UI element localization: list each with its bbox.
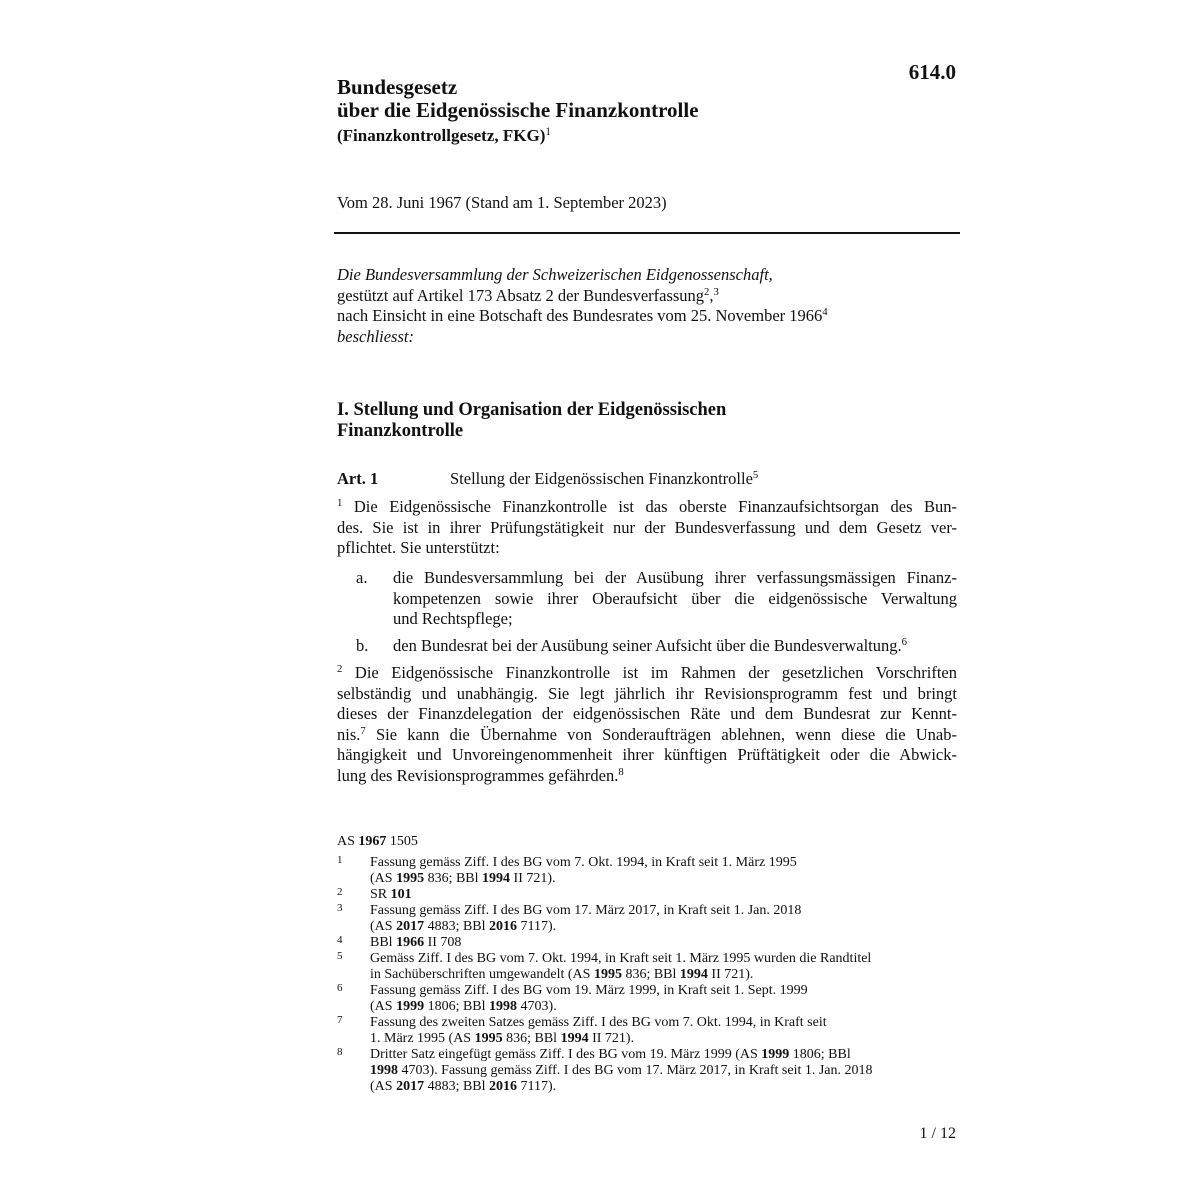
paragraph-line: des. Sie ist in ihrer Prüfungstätigkeit nur der Bundesverfassung und dem Gesetz ver- (337, 517, 957, 537)
footnote-ref[interactable]: 4 (822, 306, 828, 319)
paragraph-line: $^1$ Die Eidgenössische Finanzkontrolle ist das oberste Finanzaufsichtsorgan des Bun- (337, 497, 958, 516)
paragraph-line: pflichtet. Sie unterstützt: (337, 538, 500, 557)
paragraph-line: selbständig und unabhängig. Sie legt jährlich ihr Revisionsprogramm fest und bringt (337, 683, 957, 703)
page-number: 1 / 12 (919, 1125, 956, 1142)
footnote-number: 7 (337, 1014, 343, 1026)
footnote-1: Fassung gemäss Ziff. I des BG vom 7. Okt. 1994, in Kraft seit 1. März 1995 (AS 1995 836; BBl 1994 II 721). (370, 855, 797, 886)
footnote-4: BBl 1966 II 708 (370, 935, 462, 950)
footnote-2: SR 101 (370, 887, 412, 902)
preamble-line-1: Die Bundesversammlung der Schweizerischen Eidgenossenschaft, (337, 265, 773, 284)
preamble-line-3: nach Einsicht in eine Botschaft des Bundesrates vom 25. November 1966$^4$ (337, 306, 828, 325)
footnote-ref[interactable]: 6 (901, 636, 907, 649)
title-abbreviation: (Finanzkontrollgesetz, FKG)$^1$ (337, 125, 551, 145)
header-divider (334, 232, 960, 234)
preamble-line-2: gestützt auf Artikel 173 Absatz 2 der Bundesverfassung$^2$,$^3$ (337, 285, 719, 305)
document-title (337, 76, 699, 147)
paragraph-line: hängigkeit und Unvoreingenommenheit ihrer künftigen Prüftätigkeit oder die Abwick- (337, 745, 957, 764)
footnote-number: 1 (337, 854, 343, 866)
paragraph-line: dieses der Finanzdelegation der eidgenössischen Räte und dem Bundesrat zur Kennt- (337, 704, 957, 723)
footnote-ref[interactable]: 5 (752, 469, 759, 482)
paragraph-number: 2 (337, 663, 343, 676)
list-item-a (393, 568, 957, 630)
paragraph-number: 1 (337, 497, 343, 510)
footnote-5: Gemäss Ziff. I des BG vom 7. Okt. 1994, in Kraft seit 1. März 1995 wurden die Randtitel in Sachüberschriften umgewandelt (AS 1995 836; BBl 1994 II 721). (370, 951, 872, 982)
list-item-line: und Rechtspflege; (393, 609, 513, 628)
list-item-b (393, 636, 957, 657)
section-heading-line-2: Finanzkontrolle (337, 421, 464, 441)
footnote-number: 3 (337, 902, 343, 914)
footnote-ref[interactable]: 8 (618, 765, 624, 778)
article-title: Stellung der Eidgenössischen Finanzkontrolle$^5$ (450, 469, 759, 488)
footnote-ref[interactable]: 3 (713, 285, 719, 298)
paragraph-line: $^2$ Die Eidgenössische Finanzkontrolle ist im Rahmen der gesetzlichen Vorschriften (337, 663, 957, 682)
footnote-number: 4 (337, 934, 343, 946)
preamble-line-4: beschliesst: (337, 326, 414, 346)
footnote-ref[interactable]: 2 (704, 285, 710, 298)
list-item-line: kompetenzen sowie ihrer Oberaufsicht über die eidgenössische Verwaltung (393, 588, 957, 608)
preamble (337, 265, 957, 347)
sr-number: 614.0 (908, 60, 956, 84)
list-item-line: die Bundesversammlung bei der Ausübung ihrer verfassungsmässigen Finanz- (393, 568, 957, 587)
paragraph-line: lung des Revisionsprogrammes gefährden.$^8$ (337, 765, 624, 785)
footnote-number: 8 (337, 1046, 343, 1058)
paragraph-2 (337, 663, 957, 786)
footnote-number: 2 (337, 886, 343, 898)
section-heading (337, 400, 726, 442)
footnote-6: Fassung gemäss Ziff. I des BG vom 19. März 1999, in Kraft seit 1. Sept. 1999 (AS 1999 1806; BBl 1998 4703). (370, 983, 808, 1014)
section-heading-line-1: I. Stellung und Organisation der Eidgenössischen (337, 400, 727, 420)
footnote-number: 5 (337, 950, 343, 962)
list-item-letter-a: a. (356, 568, 368, 587)
footnote-3: Fassung gemäss Ziff. I des BG vom 17. März 2017, in Kraft seit 1. Jan. 2018 (AS 2017 4883; BBl 2016 7117). (370, 903, 802, 934)
paragraph-1 (337, 497, 957, 559)
list-item-letter-b: b. (356, 636, 369, 655)
official-collection-reference: AS 1967 1505 (337, 834, 418, 849)
footnote-7: Fassung des zweiten Satzes gemäss Ziff. I des BG vom 7. Okt. 1994, in Kraft seit 1. März 1995 (AS 1995 836; BBl 1994 II 721). (370, 1015, 827, 1046)
list-item-line: den Bundesrat bei der Ausübung seiner Aufsicht über die Bundesverwaltung.$^6$ (393, 636, 907, 655)
footnote-ref[interactable]: 7 (360, 724, 366, 737)
footnote-8: Dritter Satz eingefügt gemäss Ziff. I des BG vom 19. März 1999 (AS 1999 1806; BBl 1998 4703). Fassung gemäss Ziff. I des BG vom 17. März 2017, in Kraft seit 1. Jan. 2018 (AS 2017 4883; BBl 2016 7117). (370, 1047, 873, 1094)
footnote-ref[interactable]: 1 (545, 125, 551, 138)
title-line-2: über die Eidgenössische Finanzkontrolle (337, 98, 699, 122)
article-number: Art. 1 (337, 469, 379, 488)
enactment-date: Vom 28. Juni 1967 (Stand am 1. September 2023) (337, 193, 667, 212)
footnote-number: 6 (337, 982, 343, 994)
title-line-1: Bundesgesetz (337, 75, 458, 99)
paragraph-line: nis.$^7$ Sie kann die Übernahme von Sonderaufträgen ablehnen, wenn diese die Unab- (337, 724, 957, 744)
